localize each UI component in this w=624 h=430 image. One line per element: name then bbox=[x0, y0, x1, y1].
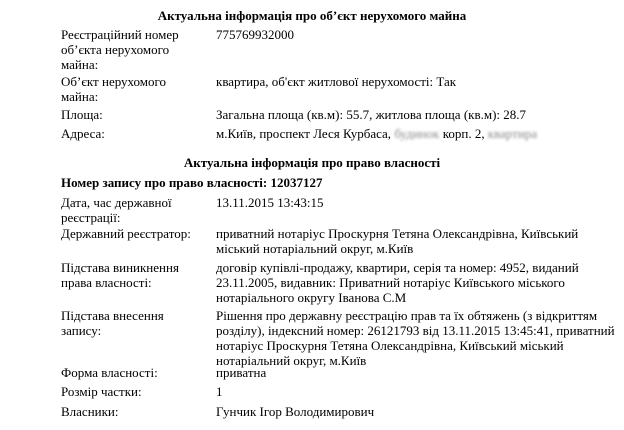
field-label-area: Площа: bbox=[61, 107, 103, 122]
field-label-owners: Власники: bbox=[61, 404, 119, 419]
field-label-ownership-basis: Підстава виникнення права власності: bbox=[61, 260, 179, 290]
field-value-registrar: приватний нотаріус Проскурня Тетяна Олександрівна, Київський міський нотаріальний округ, м.Київ bbox=[216, 226, 579, 256]
address-redacted-building: будинок bbox=[394, 126, 440, 141]
address-redacted-apartment: квартира bbox=[487, 126, 538, 141]
field-label-share-size: Розмір частки: bbox=[61, 384, 142, 399]
field-value-address bbox=[216, 126, 616, 141]
field-value-ownership-basis: договір купівлі-продажу, квартири, серія та номер: 4952, виданий 23.11.2005, видавник: Приватний нотаріус Київського міського нотаріального округу Іванова С.М bbox=[216, 260, 579, 305]
ownership-section-title: Актуальна інформація про право власності bbox=[183, 155, 441, 170]
field-label-object: Об’єкт нерухомого майна: bbox=[61, 74, 167, 104]
field-label-registration-number: Реєстраційний номер об’єкта нерухомого майна: bbox=[61, 27, 179, 72]
field-value-registration-date: 13.11.2015 13:43:15 bbox=[216, 195, 324, 210]
field-value-object: квартира, об'єкт житлової нерухомості: Так bbox=[216, 74, 457, 89]
field-label-entry-basis: Підстава внесення запису: bbox=[61, 308, 164, 338]
field-value-ownership-form: приватна bbox=[216, 365, 267, 380]
field-label-address: Адреса: bbox=[61, 126, 105, 141]
field-value-registration-number: 775769932000 bbox=[216, 27, 294, 42]
field-value-area: Загальна площа (кв.м): 55.7, житлова площа (кв.м): 28.7 bbox=[216, 107, 527, 122]
field-value-share-size: 1 bbox=[216, 384, 223, 399]
field-label-registrar: Державний реєстратор: bbox=[61, 226, 191, 241]
object-section-title: Актуальна інформація про об’єкт нерухомого майна bbox=[157, 8, 467, 23]
field-label-ownership-form: Форма власності: bbox=[61, 365, 158, 380]
field-value-owners: Гунчик Ігор Володимирович bbox=[216, 404, 375, 419]
address-text-mid: корп. 2, bbox=[439, 126, 488, 141]
field-value-entry-basis: Рішення про державну реєстрацію прав та їх обтяжень (з відкриттям розділу), індексний номер: 26121793 від 13.11.2015 13:45:41, приватний нотаріус Проскурня Тетяна Олександрівна, Київський міський нотаріальний округ, м.Київ bbox=[216, 308, 615, 368]
field-label-registration-date: Дата, час державної реєстрації: bbox=[61, 195, 172, 225]
ownership-record-number: Номер запису про право власності: 12037127 bbox=[61, 175, 323, 190]
address-text: м.Київ, проспект Леся Курбаса, bbox=[216, 126, 395, 141]
